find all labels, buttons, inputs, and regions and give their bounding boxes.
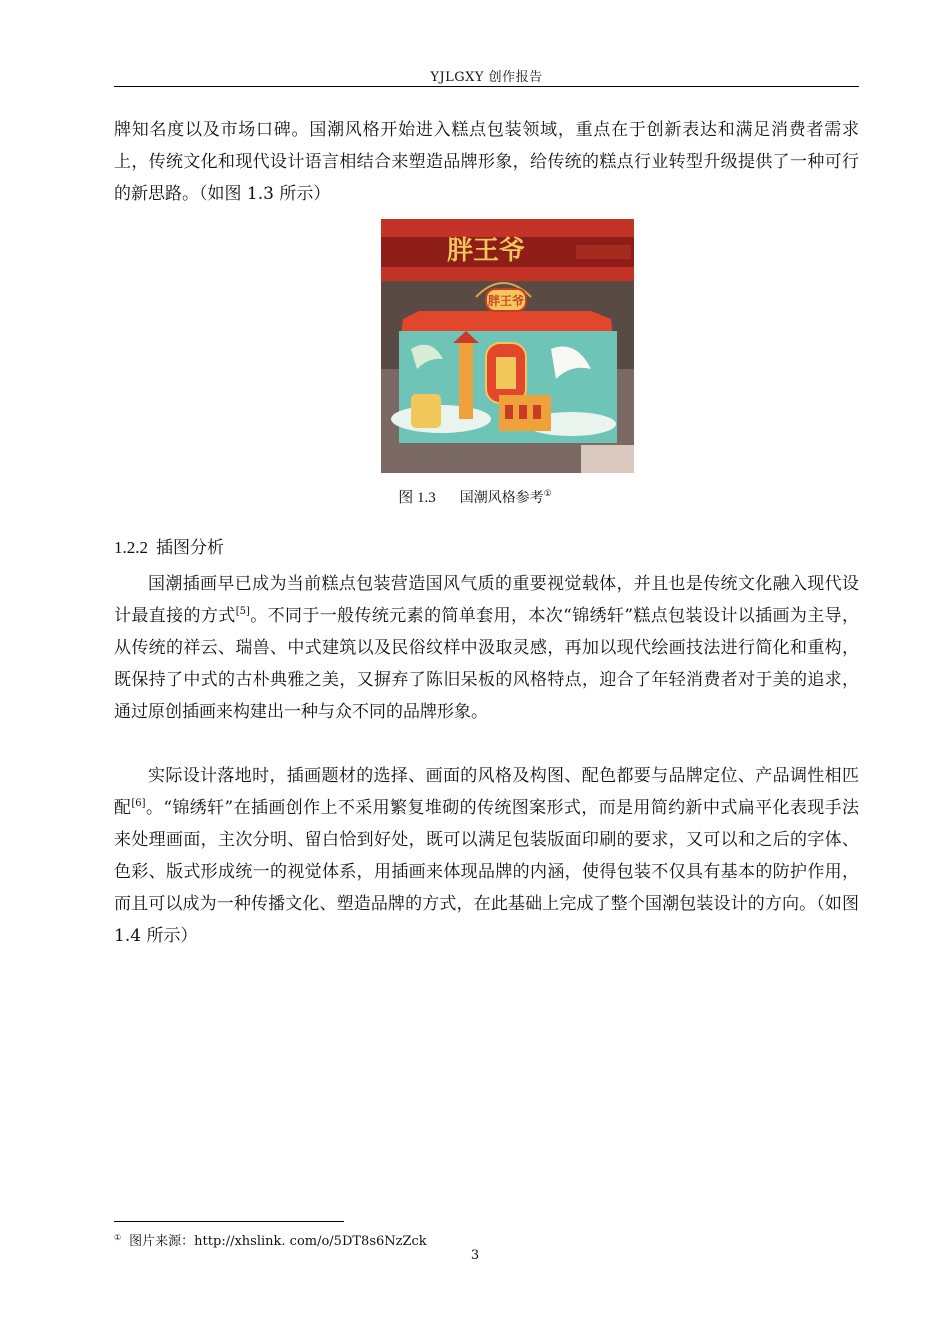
store-sign: 胖王爷 (446, 236, 526, 266)
paragraph-1 (114, 114, 859, 210)
page-number: 3 (470, 1248, 480, 1263)
box-logo: 胖王爷 (487, 294, 525, 308)
hand (581, 445, 634, 473)
pastry-illustration (411, 394, 441, 428)
page-header: YJLGXY 创作报告 (430, 70, 543, 85)
paragraph-1-text: 牌知名度以及市场口碑。国潮风格开始进入糕点包装领域，重点在于创新表达和满足消费者需求上，传统文化和现代设计语言相结合来塑造品牌形象，给传统的糕点行业转型升级提供了一种可行的新思路。（如图 1.3 所示） (114, 120, 859, 204)
citation-5[interactable]: [5] (235, 606, 250, 617)
footnote (114, 1230, 427, 1249)
figure-number: 图 1.3 (398, 490, 436, 506)
figure-caption-text: 国潮风格参考 (459, 490, 544, 506)
paragraph-2 (114, 568, 859, 728)
section-title: 插图分析 (156, 538, 224, 558)
paragraph-2-text: 国潮插画早已成为当前糕点包装营造国风气质的重要视觉载体，并且也是传统文化融入现代设计最直接的方式[5]。不同于一般传统元素的简单套用，本次“锦绣轩”糕点包装设计以插画为主导，从传统的祥云、瑞兽、中式建筑以及民俗纹样中汲取灵感，再加以现代绘画技法进行简化和重构，既保持了中式的古朴典雅之美，又摒弃了陈旧呆板的风格特点，迎合了年轻消费者对于美的追求，通过原创插画来构建出一种与众不同的品牌形象。 (114, 574, 860, 722)
figure-caption (0, 486, 950, 507)
pagoda (459, 337, 473, 419)
citation-6[interactable]: [6] (131, 798, 146, 809)
paragraph-3-text: 实际设计落地时，插画题材的选择、画面的风格及构图、配色都要与品牌定位、产品调性相匹配[6]。“锦绣轩”在插画创作上不采用繁复堆砌的传统图案形式，而是用简约新中式扁平化表现手法来处理画面，主次分明、留白恰到好处，既可以满足包装版面印刷的要求，又可以和之后的字体、色彩、版式形成统一的视觉体系，用插画来体现品牌的内涵，使得包装不仅具有基本的防护作用，而且可以成为一种传播文化、塑造品牌的方式，在此基础上完成了整个国潮包装设计的方向。（如图 1.4 所示） (114, 766, 859, 946)
paragraph-3 (114, 760, 859, 952)
section-heading (114, 533, 224, 558)
figure-note-mark: ① (543, 489, 552, 499)
package-photo (381, 219, 634, 473)
figure-1-3-photo (381, 219, 634, 473)
footnote-text: 图片来源：http://xhslink. com/o/5DT8s6NzZck (129, 1234, 427, 1249)
footnote-rule (114, 1221, 344, 1222)
header-rule (114, 86, 859, 87)
footnote-mark: ① (114, 1233, 122, 1242)
section-number: 1.2.2 (114, 538, 148, 557)
